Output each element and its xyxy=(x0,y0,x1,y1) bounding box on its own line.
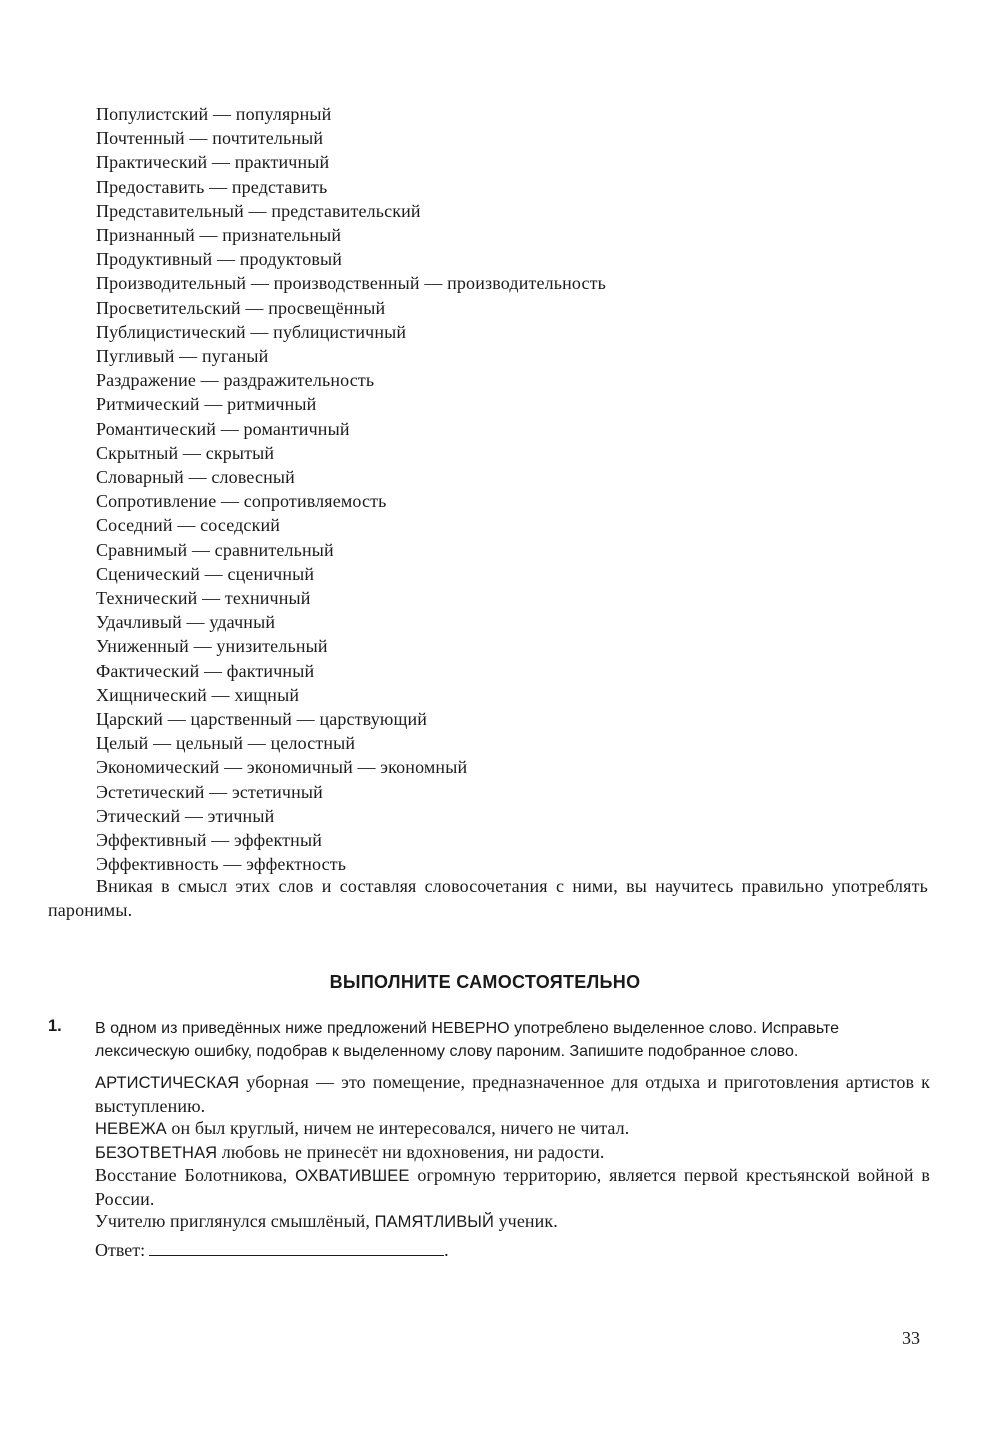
paronym-pair: Соседний — соседский xyxy=(96,515,281,536)
paronym-pair: Хищнический — хищный xyxy=(96,684,300,705)
intro-paragraph: Вникая в смысл этих слов и составляя словосочетания с ними, вы научитесь правильно употреблять паронимы. xyxy=(48,876,928,920)
paronym-pair: Словарный — словесный xyxy=(96,467,295,488)
task-sentence xyxy=(95,1210,930,1234)
paronym-pair: Сценический — сценичный xyxy=(96,563,315,584)
paronym-pair: Представительный — представительский xyxy=(96,200,421,221)
paronym-pair: Романтический — романтичный xyxy=(96,418,350,439)
paronym-pair: Производительный — производственный — производительность xyxy=(96,273,607,294)
task-instruction: В одном из приведённых ниже предложений НЕВЕРНО употреблено выделенное слово. Исправьте лексическую ошибку, подобрав к выделенному слову пароним. Запишите подобранное слово. xyxy=(95,1020,840,1060)
paronym-pair: Просветительский — просвещённый xyxy=(96,297,386,318)
paronym-pair: Этический — этичный xyxy=(96,805,275,826)
paronym-pair: Эффективность — эффектность xyxy=(96,854,347,875)
paronym-pair: Технический — техничный xyxy=(96,588,311,609)
paronym-pair: Публицистический — публицистичный xyxy=(96,321,407,342)
highlighted-word: ПАМЯТЛИВЫЙ xyxy=(374,1213,494,1231)
answer-end: . xyxy=(444,1240,449,1260)
sentence-suffix: любовь не принесёт ни вдохновения, ни радости. xyxy=(217,1141,605,1162)
task-sentence xyxy=(95,1164,930,1210)
sentence-suffix: уборная — это помещение, предназначенное для отдыха и приготовления артистов к выступлению. xyxy=(95,1072,930,1116)
page-number: 33 xyxy=(902,1328,920,1348)
paronym-pair: Практический — практичный xyxy=(96,152,330,173)
paronym-pair: Ритмический — ритмичный xyxy=(96,394,317,415)
paronym-pair: Почтенный — почтительный xyxy=(96,128,324,149)
paronym-pair: Раздражение — раздражительность xyxy=(96,370,375,391)
paronym-pair: Продуктивный — продуктовый xyxy=(96,249,343,270)
highlighted-word: АРТИСТИЧЕСКАЯ xyxy=(95,1074,240,1092)
paronym-pair: Сравнимый — сравнительный xyxy=(96,539,334,560)
highlighted-word: БЕЗОТВЕТНАЯ xyxy=(95,1143,218,1162)
highlighted-word: НЕВЕЖА xyxy=(95,1120,167,1138)
paronym-pair: Популистский — популярный xyxy=(96,104,332,124)
paronym-pair: Удачливый — удачный xyxy=(96,612,276,633)
paronym-pair: Эффективный — эффектный xyxy=(96,830,322,851)
paronym-list xyxy=(96,102,606,877)
task-sentence xyxy=(95,1117,930,1141)
task-sentence xyxy=(95,1141,930,1165)
paronym-pair: Пугливый — пуганый xyxy=(96,346,269,367)
section-title: ВЫПОЛНИТЕ САМОСТОЯТЕЛЬНО xyxy=(329,972,641,992)
sentence-suffix: огромную территорию, является первой крестьянской войной в России. xyxy=(95,1165,930,1209)
paronym-pair: Целый — цельный — целостный xyxy=(96,733,356,754)
sentence-suffix: ученик. xyxy=(493,1211,558,1231)
paronym-pair: Экономический — экономичный — экономный xyxy=(96,757,468,778)
paronym-pair: Сопротивление — сопротивляемость xyxy=(96,491,387,512)
paronym-pair: Скрытный — скрытый xyxy=(96,442,275,463)
answer-row xyxy=(95,1239,449,1261)
sentence-suffix: он был круглый, ничем не интересовался, ничего не читал. xyxy=(166,1118,630,1138)
answer-field[interactable] xyxy=(149,1239,444,1256)
sentence-prefix: Восстание Болотникова, xyxy=(95,1165,296,1185)
paronym-pair: Царский — царственный — царствующий xyxy=(96,709,428,730)
task-number: 1. xyxy=(48,1017,62,1035)
highlighted-word: ОХВАТИВШЕЕ xyxy=(295,1167,410,1185)
paronym-pair: Признанный — признательный xyxy=(96,225,342,246)
task-sentences xyxy=(95,1071,930,1234)
paronym-pair: Фактический — фактичный xyxy=(96,660,315,681)
answer-label: Ответ: xyxy=(95,1240,146,1260)
task-sentence xyxy=(95,1071,930,1117)
paronym-pair: Униженный — унизительный xyxy=(96,636,328,657)
paronym-pair: Эстетический — эстетичный xyxy=(96,781,323,802)
sentence-prefix: Учителю приглянулся смышлёный, xyxy=(95,1211,375,1231)
paronym-pair: Предоставить — представить xyxy=(96,176,328,197)
